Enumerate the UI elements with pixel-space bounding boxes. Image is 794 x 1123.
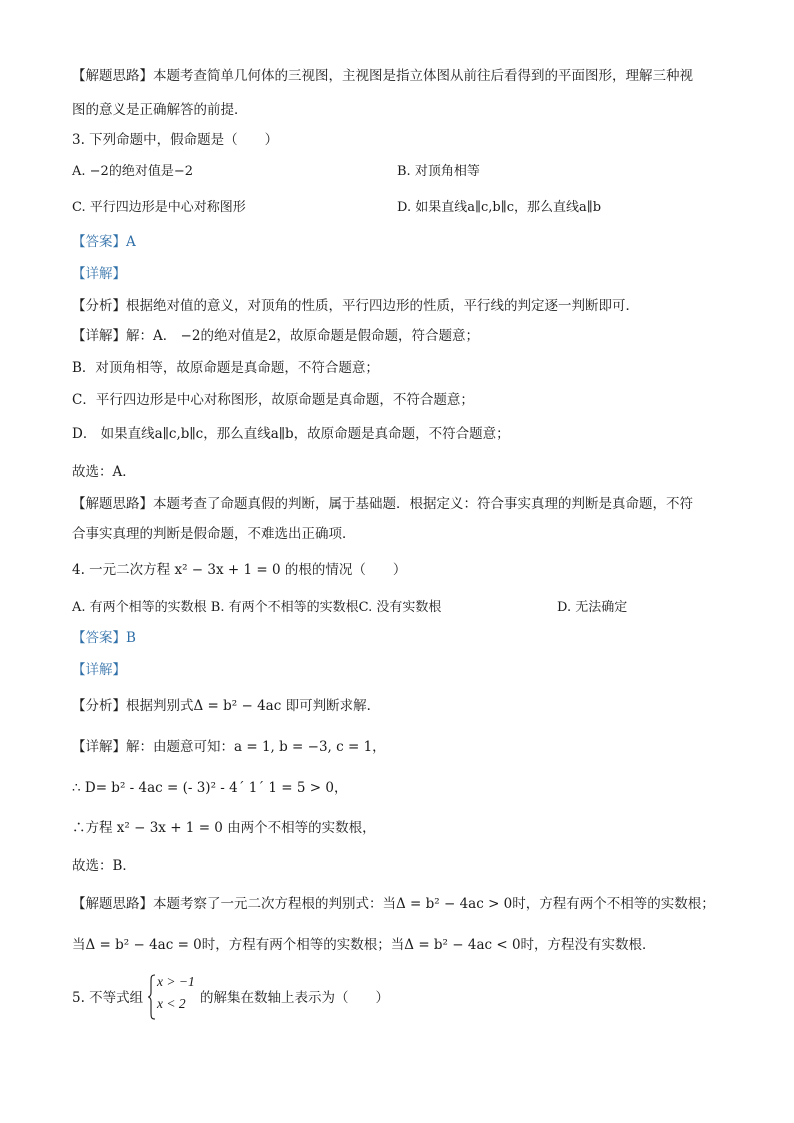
detail-line-4-2: ∴ D= b² - 4ac = (- 3)² - 4´ 1´ 1 = 5 > 0， <box>72 780 348 796</box>
analysis-line-4: 【分析】根据判别式Δ = b² − 4ac 即可判断求解． <box>72 698 381 714</box>
choose-line-4: 故选：B． <box>72 858 136 874</box>
solution-idea-line-1: 【解题思路】本题考查了命题真假的判断，属于基础题．根据定义：符合事实真理的判断是真命题，不符 <box>72 496 693 512</box>
line-solution-idea-2: 图的意义是正确解答的前提． <box>72 102 248 118</box>
question-5-stem-end: 的解集在数轴上表示为（ ） <box>200 990 389 1006</box>
question-4-option-d: D. 无法确定 <box>557 600 628 615</box>
question-3-option-a: A. −2的绝对值是−2 <box>72 164 193 179</box>
choose-line: 故选：A． <box>72 464 136 480</box>
question-3-option-b: B. 对顶角相等 <box>397 164 480 179</box>
answer-label-4: 【答案】B <box>72 630 136 646</box>
detail-line-d: D． 如果直线a∥c,b∥c，那么直线a∥b，故原命题是真命题，不符合题意； <box>72 426 510 442</box>
question-3-stem: 3. 下列命题中，假命题是（ ） <box>72 132 279 148</box>
solution-idea-line-2: 合事实真理的判断是假命题，不难选出正确项． <box>72 526 356 542</box>
detail-line-4-3: ∴方程 x² − 3x + 1 = 0 由两个不相等的实数根， <box>72 820 376 836</box>
detail-label: 【详解】 <box>72 266 126 282</box>
question-3-option-d: D. 如果直线a∥c,b∥c，那么直线a∥b <box>397 200 602 215</box>
answer-label: 【答案】A <box>72 234 136 250</box>
detail-line-c: C．平行四边形是中心对称图形，故原命题是真命题，不符合题意； <box>72 392 474 408</box>
solution-idea-4-2: 当Δ = b² − 4ac = 0时，方程有两个相等的实数根；当Δ = b² − 4ac < 0时，方程没有实数根． <box>72 937 656 953</box>
detail-line-4-1: 【详解】解：由题意可知：a = 1, b = −3, c = 1， <box>72 739 386 755</box>
inequality-2: x < 2 <box>157 996 186 1011</box>
question-3-option-c: C. 平行四边形是中心对称图形 <box>72 200 246 215</box>
detail-line-a: 【详解】解：A． −2的绝对值是2，故原命题是假命题，符合题意； <box>72 328 480 344</box>
detail-label-4: 【详解】 <box>72 662 126 678</box>
inequality-1: x > −1 <box>157 974 195 989</box>
question-4-options: A. 有两个相等的实数根 B. 有两个不相等的实数根C. 没有实数根 <box>72 600 442 615</box>
question-5-stem-start: 5. 不等式组 <box>72 990 144 1006</box>
detail-line-b: B．对顶角相等，故原命题是真命题，不符合题意； <box>72 360 379 376</box>
question-4-stem: 4. 一元二次方程 x² − 3x + 1 = 0 的根的情况（ ） <box>72 562 407 578</box>
line-solution-idea-1: 【解题思路】本题考查简单几何体的三视图，主视图是指立体图从前往后看得到的平面图形，理解三种视 <box>72 68 693 84</box>
inequality-system <box>147 974 207 1020</box>
analysis-line: 【分析】根据绝对值的意义，对顶角的性质，平行四边形的性质，平行线的判定逐一判断即可． <box>72 298 639 314</box>
brace-icon <box>147 974 157 1020</box>
solution-idea-4-1: 【解题思路】本题考察了一元二次方程根的判别式：当Δ = b² − 4ac > 0时，方程有两个不相等的实数根； <box>72 896 715 912</box>
